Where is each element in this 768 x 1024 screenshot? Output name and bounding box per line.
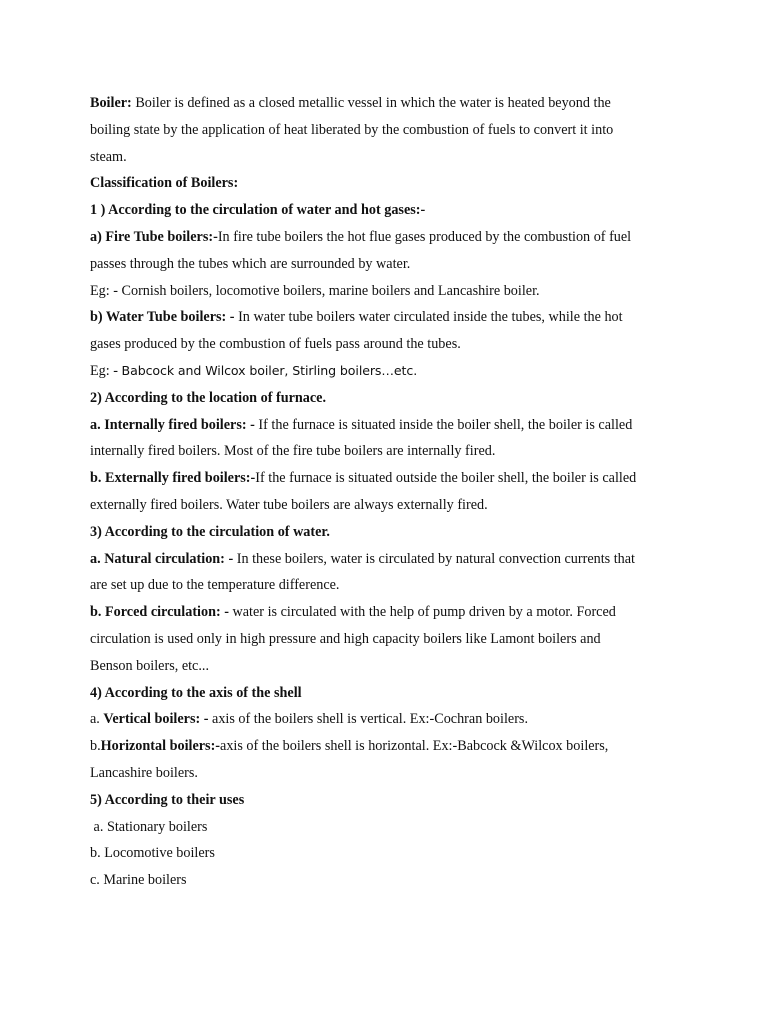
classification-heading: Classification of Boilers: [90,175,239,192]
section-5-heading: 5) According to their uses [90,791,245,808]
fire-tube-example: Eg: - Cornish boilers, locomotive boilers, marine boilers and Lancashire boiler. [90,282,540,299]
fire-tube-line-2: passes through the tubes which are surrounded by water. [90,255,411,272]
section-1-heading: 1 ) According to the circulation of water and hot gases:- [90,202,426,219]
section-3-heading: 3) According to the circulation of water. [90,523,330,540]
list-item-marine: c. Marine boilers [90,872,187,889]
horizontal-boilers-paragraph: b.Horizontal boilers:-axis of the boilers shell is horizontal. Ex:-Babcock &Wilcox boilers, Lancashire boilers. [90,738,609,781]
natural-circulation-term: a. Natural circulation: - [90,550,234,567]
natural-circulation-line-2: are set up due to the temperature difference. [90,577,340,594]
externally-fired-term: b. Externally fired boilers:- [90,470,256,487]
externally-fired-line-1: b. Externally fired boilers:-If the furnace is situated outside the boiler shell, the boiler is called [90,470,637,487]
forced-circulation-term: b. Forced circulation: - [90,604,229,621]
water-tube-line-2: gases produced by the combustion of fuels pass around the tubes. [90,336,461,353]
fire-tube-term: a) Fire Tube boilers:- [90,228,218,245]
internally-fired-line-2: internally fired boilers. Most of the fire tube boilers are internally fired. [90,443,496,460]
natural-circulation-line-1: a. Natural circulation: - In these boilers, water is circulated by natural convection currents that [90,550,636,567]
horizontal-boilers-term: Horizontal boilers:- [100,738,221,755]
water-tube-example: Eg: - Babcock and Wilcox boiler, Stirling boilers…etc. [90,362,418,379]
boiler-term: Boiler: [90,95,132,111]
boiler-definition-line-2: boiling state by the application of heat liberated by the combustion of fuels to convert it into [90,121,614,138]
water-tube-term: b) Water Tube boilers: - [90,309,235,326]
boiler-definition-line-3: steam. [90,148,127,165]
externally-fired-line-2: externally fired boilers. Water tube boilers are always externally fired. [90,496,488,513]
forced-circulation-line-3: Benson boilers, etc... [90,657,209,674]
forced-circulation-line-2: circulation is used only in high pressure and high capacity boilers like Lamont boilers and [90,630,601,647]
water-tube-line-1: b) Water Tube boilers: - In water tube boilers water circulated inside the tubes, while the hot [90,309,623,326]
list-item-locomotive: b. Locomotive boilers [90,845,215,862]
vertical-boilers-line: a. Vertical boilers: - axis of the boilers shell is vertical. Ex:-Cochran boilers. [90,711,528,728]
boiler-definition-line-1: Boiler: Boiler is defined as a closed metallic vessel in which the water is heated beyond the [90,95,611,111]
internally-fired-term: a. Internally fired boilers: - [90,416,255,433]
internally-fired-line-1: a. Internally fired boilers: - If the furnace is situated inside the boiler shell, the boiler is called [90,416,633,433]
section-4-heading: 4) According to the axis of the shell [90,684,302,701]
list-item-stationary: a. Stationary boilers [90,818,208,835]
section-2-heading: 2) According to the location of furnace. [90,389,327,406]
forced-circulation-line-1: b. Forced circulation: - water is circulated with the help of pump driven by a motor. Forced [90,604,616,621]
vertical-boilers-term: Vertical boilers: - [103,711,209,728]
fire-tube-line-1: a) Fire Tube boilers:-In fire tube boilers the hot flue gases produced by the combustion of fuel [90,228,632,245]
